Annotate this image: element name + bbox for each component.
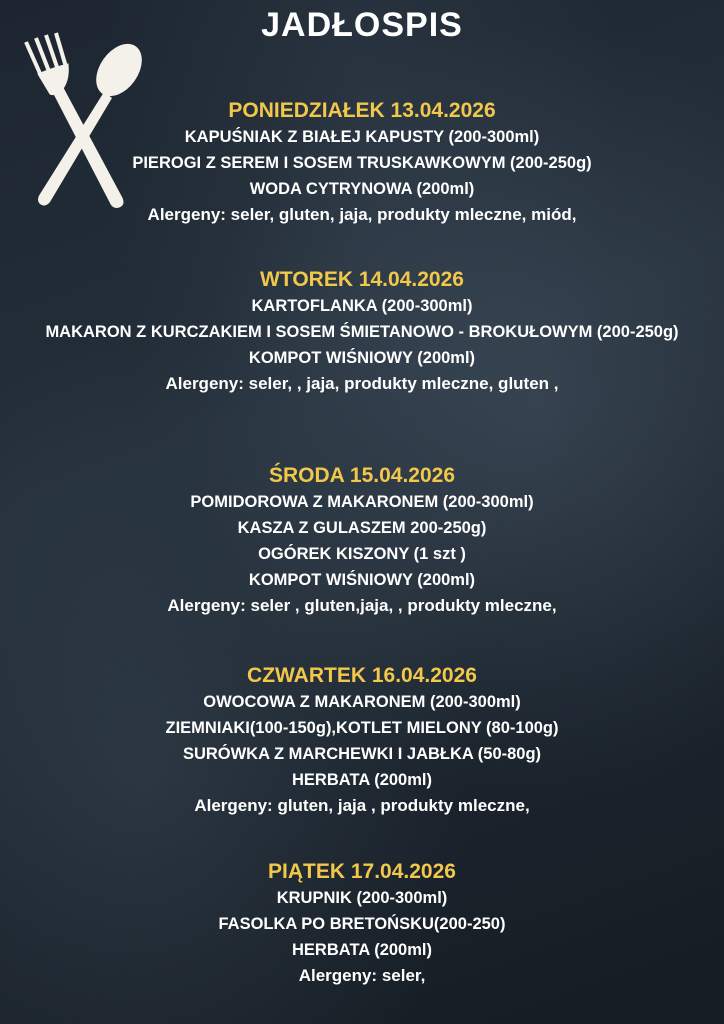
- menu-item: KRUPNIK (200-300ml): [276, 889, 448, 907]
- menu-item: POMIDOROWA Z MAKARONEM (200-300ml): [190, 493, 534, 511]
- menu-item: KOMPOT WIŚNIOWY (200ml): [248, 349, 476, 367]
- menu-item: SURÓWKA Z MARCHEWKI I JABŁKA (50-80g): [182, 745, 542, 763]
- menu-item: OGÓREK KISZONY (1 szt ): [258, 545, 466, 563]
- menu-item: KASZA Z GULASZEM 200-250g): [237, 519, 487, 537]
- day-section-monday: [0, 97, 724, 228]
- day-title: ŚRODA 15.04.2026: [269, 464, 455, 487]
- day-section-wednesday: [0, 462, 724, 619]
- menu-item: KARTOFLANKA (200-300ml): [251, 297, 473, 315]
- allergens-text: Alergeny: seler, , jaja, produkty mleczne, gluten ,: [165, 374, 559, 393]
- menu-item: HERBATA (200ml): [292, 771, 432, 789]
- allergens-text: Alergeny: seler, gluten, jaja, produkty mleczne, miód,: [147, 205, 577, 224]
- day-section-tuesday: [0, 266, 724, 397]
- menu-item: WODA CYTRYNOWA (200ml): [249, 180, 475, 198]
- menu-item: PIEROGI Z SEREM I SOSEM TRUSKAWKOWYM (200-250g): [132, 154, 592, 172]
- day-title: WTOREK 14.04.2026: [260, 268, 464, 291]
- menu-item: KOMPOT WIŚNIOWY (200ml): [248, 571, 476, 589]
- day-section-friday: [0, 858, 724, 989]
- day-title: CZWARTEK 16.04.2026: [247, 664, 477, 687]
- allergens-text: Alergeny: gluten, jaja , produkty mleczne,: [194, 796, 530, 815]
- menu-item: FASOLKA PO BRETOŃSKU(200-250): [218, 915, 506, 933]
- menu-item: OWOCOWA Z MAKARONEM (200-300ml): [203, 693, 521, 711]
- menu-item: MAKARON Z KURCZAKIEM I SOSEM ŚMIETANOWO - BROKUŁOWYM (200-250g): [45, 323, 679, 341]
- menu-item: ZIEMNIAKI(100-150g),KOTLET MIELONY (80-100g): [165, 719, 559, 737]
- day-title: PONIEDZIAŁEK 13.04.2026: [228, 99, 496, 122]
- menu-item: HERBATA (200ml): [292, 941, 432, 959]
- page-title: JADŁOSPIS: [261, 6, 463, 44]
- allergens-text: Alergeny: seler , gluten,jaja, , produkty mleczne,: [167, 596, 557, 615]
- menu-item: KAPUŚNIAK Z BIAŁEJ KAPUSTY (200-300ml): [184, 128, 540, 146]
- day-title: PIĄTEK 17.04.2026: [268, 860, 456, 883]
- day-section-thursday: [0, 662, 724, 819]
- allergens-text: Alergeny: seler,: [298, 966, 426, 985]
